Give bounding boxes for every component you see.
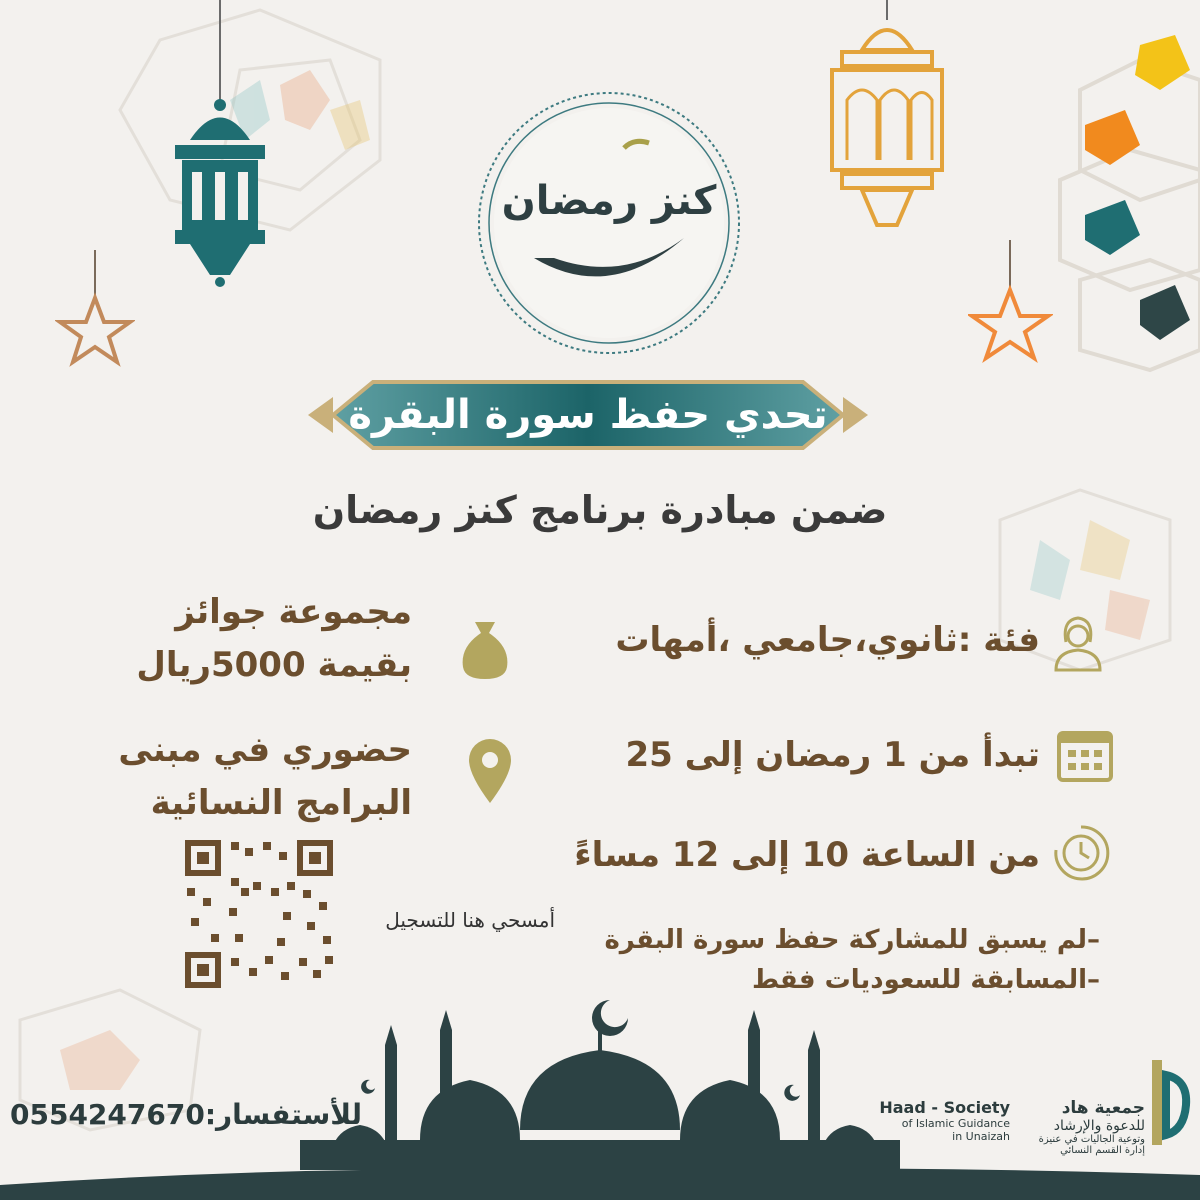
clock-icon bbox=[1050, 822, 1112, 884]
calendar-icon bbox=[1056, 725, 1114, 783]
money-bag-icon bbox=[455, 617, 515, 682]
time-text: من الساعة 10 إلى 12 مساءً bbox=[574, 835, 1040, 875]
star-icon bbox=[55, 250, 135, 370]
category-text: فئة :ثانوي،جامعي ،أمهات bbox=[615, 620, 1040, 660]
mosque-icon bbox=[0, 970, 1200, 1200]
org-ar-line2: للدعوة والإرشاد bbox=[1053, 1118, 1145, 1134]
logo-text: كنز رمضان bbox=[501, 178, 717, 224]
org-ar-line4: إدارة القسم النسائي bbox=[1060, 1145, 1145, 1156]
woman-icon bbox=[1048, 612, 1108, 672]
prizes-line2: بقيمة 5000ريال bbox=[136, 645, 412, 685]
qr-label: أمسحي هنا للتسجيل bbox=[385, 908, 555, 932]
org-ar-line1: جمعية هاد bbox=[1061, 1098, 1145, 1118]
org-en-line3: in Unaizah bbox=[952, 1130, 1010, 1143]
contact-text: للأستفسار:0554247670 bbox=[10, 1098, 363, 1131]
lantern-icon bbox=[160, 0, 280, 290]
prizes-line1: مجموعة جوائز bbox=[175, 592, 412, 632]
lantern-icon bbox=[822, 0, 952, 235]
location-pin-icon bbox=[465, 735, 515, 805]
org-en-line2: of Islamic Guidance bbox=[901, 1117, 1010, 1130]
subtitle: ضمن مبادرة برنامج كنز رمضان bbox=[312, 488, 888, 532]
star-icon bbox=[968, 240, 1053, 365]
org-en-line1: Haad - Society bbox=[879, 1098, 1010, 1117]
rule-1: –لم يسبق للمشاركة حفظ سورة البقرة bbox=[604, 925, 1100, 955]
rule-2: –المسابقة للسعوديات فقط bbox=[751, 965, 1100, 995]
org-ar-line3: وتوعية الجاليات في عنيزة bbox=[1038, 1134, 1145, 1145]
banner-title: تحدي حفظ سورة البقرة bbox=[348, 392, 828, 438]
location-line2: البرامج النسائية bbox=[150, 783, 412, 823]
org-name-en bbox=[860, 1098, 1010, 1143]
location-line1: حضوري في مبنى bbox=[118, 730, 412, 770]
org-name-ar bbox=[1015, 1098, 1145, 1156]
qr-code-icon[interactable] bbox=[183, 838, 335, 990]
dates-text: تبدأ من 1 رمضان إلى 25 bbox=[625, 735, 1040, 775]
org-logo-icon bbox=[1148, 1055, 1193, 1150]
